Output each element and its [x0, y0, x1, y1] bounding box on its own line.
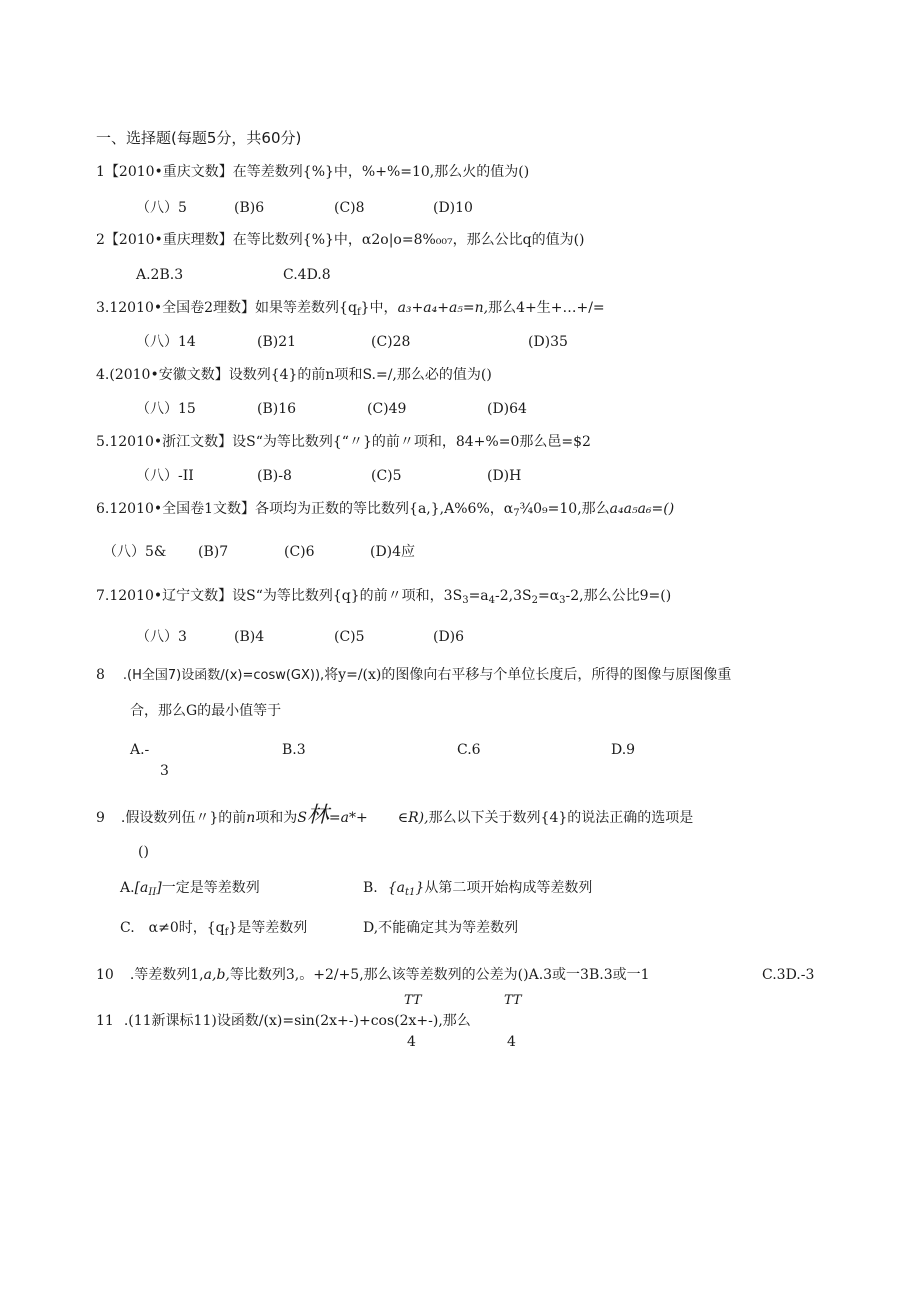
- q10-tail-options: C.3D.-3: [762, 967, 815, 983]
- q9-line-2: (): [138, 844, 149, 860]
- q4-option-b: (B)16: [257, 401, 297, 417]
- q6-option-a: （八）5&: [103, 544, 167, 560]
- q9-option-a-sub: II: [148, 887, 157, 898]
- q7-sub-3b: 3: [559, 595, 566, 606]
- q6-option-c: (C)6: [284, 544, 315, 560]
- q6-text: 6.12010•全国卷1文数】各项均为正数的等比数列{a,},A%6%，α: [96, 501, 514, 517]
- q7-option-d: (D)6: [433, 629, 465, 645]
- q6-option-d: (D)4应: [370, 544, 416, 560]
- q9-option-b-text: 从第二项开始构成等差数列: [424, 880, 593, 896]
- q7-part-a: 7.12010•辽宁文数】设S“为等比数列{q}的前〃项和，3S: [96, 588, 463, 604]
- q9-option-b-expr-close: }: [415, 880, 425, 896]
- question-2-text: 2【2010•重庆理数】在等比数列{%}中，α2o|o=8%₀₀₇，那么公比q的值为(): [96, 232, 585, 248]
- question-1-text: 1【2010•重庆文数】在等差数列{%}中，%+%=10,那么火的值为(): [96, 164, 530, 180]
- question-11-text: [96, 1012, 471, 1030]
- question-6-text: [96, 500, 674, 523]
- question-9-text: [96, 805, 693, 827]
- q8-option-d: D.9: [611, 742, 636, 758]
- q6-sub: 7: [513, 508, 520, 519]
- q7-option-a: （八）3: [136, 629, 187, 645]
- q8-option-b: B.3: [282, 742, 306, 758]
- q11-fraction-num-2: TT: [504, 993, 522, 1008]
- q8-option-a: A.-: [130, 742, 150, 758]
- q8-line-2: 合，那么G的最小值等于: [130, 703, 282, 719]
- q5-option-b: (B)-8: [257, 468, 292, 484]
- q9-option-b-expr: {a: [387, 880, 406, 896]
- question-7-text: [96, 587, 671, 610]
- q9-option-c-sub: f: [224, 927, 229, 938]
- q9-big-glyph: 林: [306, 803, 329, 828]
- q9-option-a-label: A.: [120, 880, 135, 896]
- q8-option-c: C.6: [457, 742, 481, 758]
- q4-option-a: （八）15: [136, 401, 196, 417]
- question-4-text: 4.(2010•安徽文数】设数列{4}的前n项和S.=/,那么必的值为(): [96, 367, 492, 383]
- q8-part-a: .(H全国7)设函数/(x)=cosw(GX)),: [122, 668, 325, 683]
- q7-part-b: =a: [468, 588, 489, 604]
- q2-option-ab: A.2B.3: [136, 267, 184, 283]
- q3-suffix: 那么4+生+…+/=: [488, 300, 605, 316]
- q9-s: S: [297, 810, 307, 826]
- q9-number: 9: [96, 810, 105, 826]
- q2-option-cd: C.4D.8: [283, 267, 331, 283]
- q4-option-c: (C)49: [367, 401, 407, 417]
- q1-option-c: (C)8: [334, 200, 365, 216]
- q9-part-e: 那么以下关于数列{4}的说法正确的选项是: [428, 810, 694, 826]
- q3-option-c: (C)28: [371, 334, 411, 350]
- q7-sub-3: 3: [462, 595, 469, 606]
- q9-option-b: [363, 879, 592, 902]
- q9-part-d: ∈R),: [397, 810, 429, 826]
- q3-prefix-sub: f: [356, 307, 361, 318]
- q7-part-e: -2,那么公比9=(): [565, 588, 672, 604]
- q7-part-c: -2,3S: [495, 588, 532, 604]
- q10-part-b: 等比数列3,。+2/+5,那么该等差数列的公差为()A.3或一3B.3或一1: [229, 967, 650, 983]
- q8-number: 8: [96, 667, 105, 683]
- q6-option-b: (B)7: [198, 544, 229, 560]
- q3-mid: }中，: [360, 300, 398, 316]
- q9-option-a-text: 一定是等差数列: [161, 880, 260, 896]
- q5-option-d: (D)H: [487, 468, 522, 484]
- q8-part-b: 将y=/(x)的图像向右平移与个单位长度后，所得的图像与原图像重: [324, 667, 732, 683]
- q9-option-b-sub: t1: [405, 887, 416, 898]
- q7-sub-4: 4: [488, 595, 496, 606]
- q10-ab: a,b,: [203, 967, 230, 983]
- q9-option-a-expr-close: ]: [156, 880, 162, 896]
- q10-number: 10: [96, 967, 114, 983]
- q10-part-a: .等差数列1,: [129, 967, 204, 983]
- q5-option-c: (C)5: [371, 468, 402, 484]
- question-3-text: [96, 299, 605, 322]
- q9-option-a: [120, 879, 260, 902]
- q1-option-d: (D)10: [433, 200, 473, 216]
- q9-option-c-text-2: }是等差数列: [228, 920, 308, 936]
- q9-part-a: .假设数列伍〃}的前: [120, 810, 247, 826]
- q7-part-d: =α: [537, 588, 560, 604]
- q8-option-a-denominator: 3: [160, 763, 169, 779]
- question-5-text: 5.12010•浙江文数】设S“为等比数列{“〃}的前〃项和，84+%=0那么邑=$2: [96, 434, 591, 450]
- q11-text: .(11新课标11)设函数/(x)=sin(2x+-)+cos(2x+-),那么: [123, 1013, 471, 1029]
- q9-part-b: 项和为: [255, 810, 298, 826]
- q9-part-c: =a*+: [328, 810, 368, 826]
- q9-n: n: [246, 810, 256, 826]
- q7-option-b: (B)4: [234, 629, 265, 645]
- q7-option-c: (C)5: [334, 629, 365, 645]
- q1-option-a: （八）5: [136, 200, 187, 216]
- q11-fraction-num-1: TT: [404, 993, 422, 1008]
- q6-text2: ¾0₉=10,那么: [519, 501, 610, 517]
- q3-option-d: (D)35: [528, 334, 568, 350]
- q11-number: 11: [96, 1013, 114, 1029]
- q3-prefix: 3.12010•全国卷2理数】如果等差数列{q: [96, 300, 357, 316]
- q11-fraction-den-2: 4: [507, 1034, 516, 1050]
- q9-option-d: D,不能确定其为等差数列: [363, 920, 519, 936]
- q9-option-c: [120, 919, 307, 942]
- q1-option-b: (B)6: [234, 200, 265, 216]
- q5-option-a: （八）-II: [136, 468, 194, 484]
- q11-fraction-den-1: 4: [407, 1034, 416, 1050]
- q3-expr: a₃+a₄+a₅=n,: [397, 300, 489, 316]
- question-8-text: [96, 666, 731, 685]
- section-title: 一、选择题(每题5分，共60分): [96, 129, 302, 147]
- q6-expr: a₄a₅a₆=(): [609, 501, 675, 517]
- q9-option-b-label: B.: [363, 880, 378, 896]
- q9-option-c-text: C. α≠0时，{q: [120, 920, 225, 936]
- q4-option-d: (D)64: [487, 401, 527, 417]
- q3-option-b: (B)21: [257, 334, 297, 350]
- question-10-text: [96, 966, 650, 984]
- q7-sub-2: 2: [531, 595, 538, 606]
- q9-option-a-expr: [a: [134, 880, 149, 896]
- q3-option-a: （八）14: [136, 334, 196, 350]
